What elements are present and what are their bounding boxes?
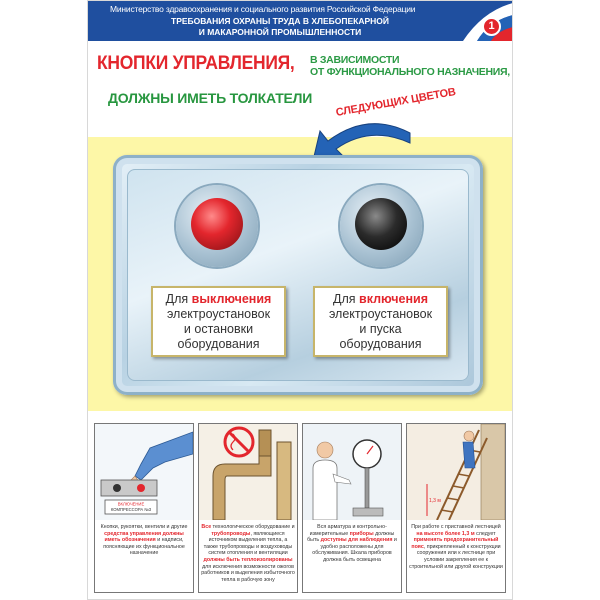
hand-pressing-button-illustration [95,424,193,520]
panel4-caption [409,524,503,570]
red-label-highlight: выключения [191,292,272,306]
panel2-caption-b: , являющиеся источником выделения тепла, а также трубопроводы и воздуховоды систем отопления и вентиляции [203,530,293,557]
ministry-title: Министерство здравоохранения и социального развития Российской Федерации [110,4,416,14]
main-title-line1: КНОПКИ УПРАВЛЕНИЯ, [97,53,295,74]
panel4-caption-c: , прикрепленный к конструкции сооружения или к лестнице при условии закрепления ее к строительной или другой конструкции [409,543,503,570]
panel1-caption [97,524,191,557]
panel3-caption-b: должны быть [307,530,395,544]
illustration-panels [94,423,507,593]
black-button-ring [340,185,422,267]
control-plate [113,155,483,395]
red-button-ring [176,185,258,267]
red-label-line4: оборудования [177,337,260,351]
panel1-caption-a: Кнопки, рукоятки, вентили и другие [100,524,188,530]
poster-number-badge: 1 [482,17,501,36]
height-label: 1,3 м [429,498,441,504]
panel3-caption-a: Вся арматура и контрольно-измерительные [309,524,387,537]
panel-instruments [302,423,402,593]
panel4-caption-hl2: применять предохранительный пояс [411,537,499,550]
panel3-caption-c: и удобно расположены для обслуживания. Шкала приборов должна быть освещена [312,537,397,563]
panel3-caption-hl2: доступны для наблюдения [320,537,393,544]
red-button-label [151,286,286,357]
subtitle [310,54,510,78]
panel2-caption-hl1: Все [201,524,212,530]
panel2-caption-hl3: должны быть теплоизолированы [203,556,293,563]
red-label-prefix: Для [165,292,192,306]
black-label-line4: оборудования [339,337,422,351]
red-stop-button [191,198,243,250]
red-label-line2: электроустановок [166,307,271,321]
subtitle-line1: В ЗАВИСИМОСТИ [310,54,400,66]
panel-ladder [406,423,506,593]
header-bar [88,1,513,41]
subtitle-line2: ОТ ФУНКЦИОНАЛЬНОГО НАЗНАЧЕНИЯ, [310,66,510,78]
panel4-caption-b: следует [474,530,496,537]
panel3-caption-hl: приборы [349,530,374,537]
colors-ribbon: СЛЕДУЮЩИХ ЦВЕТОВ [334,86,457,119]
panel3-caption [305,524,399,564]
sign-line2: КОМПРЕССОРА №3 [110,507,152,512]
black-label-prefix: Для [333,292,360,306]
poster [87,0,513,600]
black-label-highlight: включения [359,292,428,306]
black-button-label [313,286,448,357]
requirements-title-line1: ТРЕБОВАНИЯ ОХРАНЫ ТРУДА В ХЛЕБОПЕКАРНОЙ [171,16,389,26]
panel1-caption-hl: средства управления должны иметь обозначения [104,530,184,544]
black-label-line3: и пуска [359,322,402,336]
panel-insulation [198,423,298,593]
panel2-caption-c: для исключения возможности ожогов работников и выделения избыточного тепла в рабочую зону [201,563,295,583]
requirements-title-line2: И МАКАРОННОЙ ПРОМЫШЛЕННОСТИ [198,27,362,37]
worker-on-ladder-illustration [407,424,505,520]
panel4-caption-hl: на высоте более 1,3 м [416,530,475,537]
worker-gauge-illustration [303,424,401,520]
panel-control-labels [94,423,194,593]
panel4-caption-a: При работе с приставной лестницей [411,524,501,530]
panel1-caption-b: и надписи, поясняющие их функциональное назначение [103,537,185,557]
main-title-line2: ДОЛЖНЫ ИМЕТЬ ТОЛКАТЕЛИ [108,90,313,106]
black-start-button [355,198,407,250]
black-label-line2: электроустановок [328,307,433,321]
red-label-line3: и остановки [183,322,254,336]
panel2-caption-a: технологическое оборудование и [211,524,295,530]
panel2-caption-hl2: трубопроводы [211,530,251,537]
panel2-caption [201,524,295,583]
sign-line1: ВКЛЮЧЕНИЕ [117,501,145,507]
insulated-pipes-illustration [199,424,297,520]
